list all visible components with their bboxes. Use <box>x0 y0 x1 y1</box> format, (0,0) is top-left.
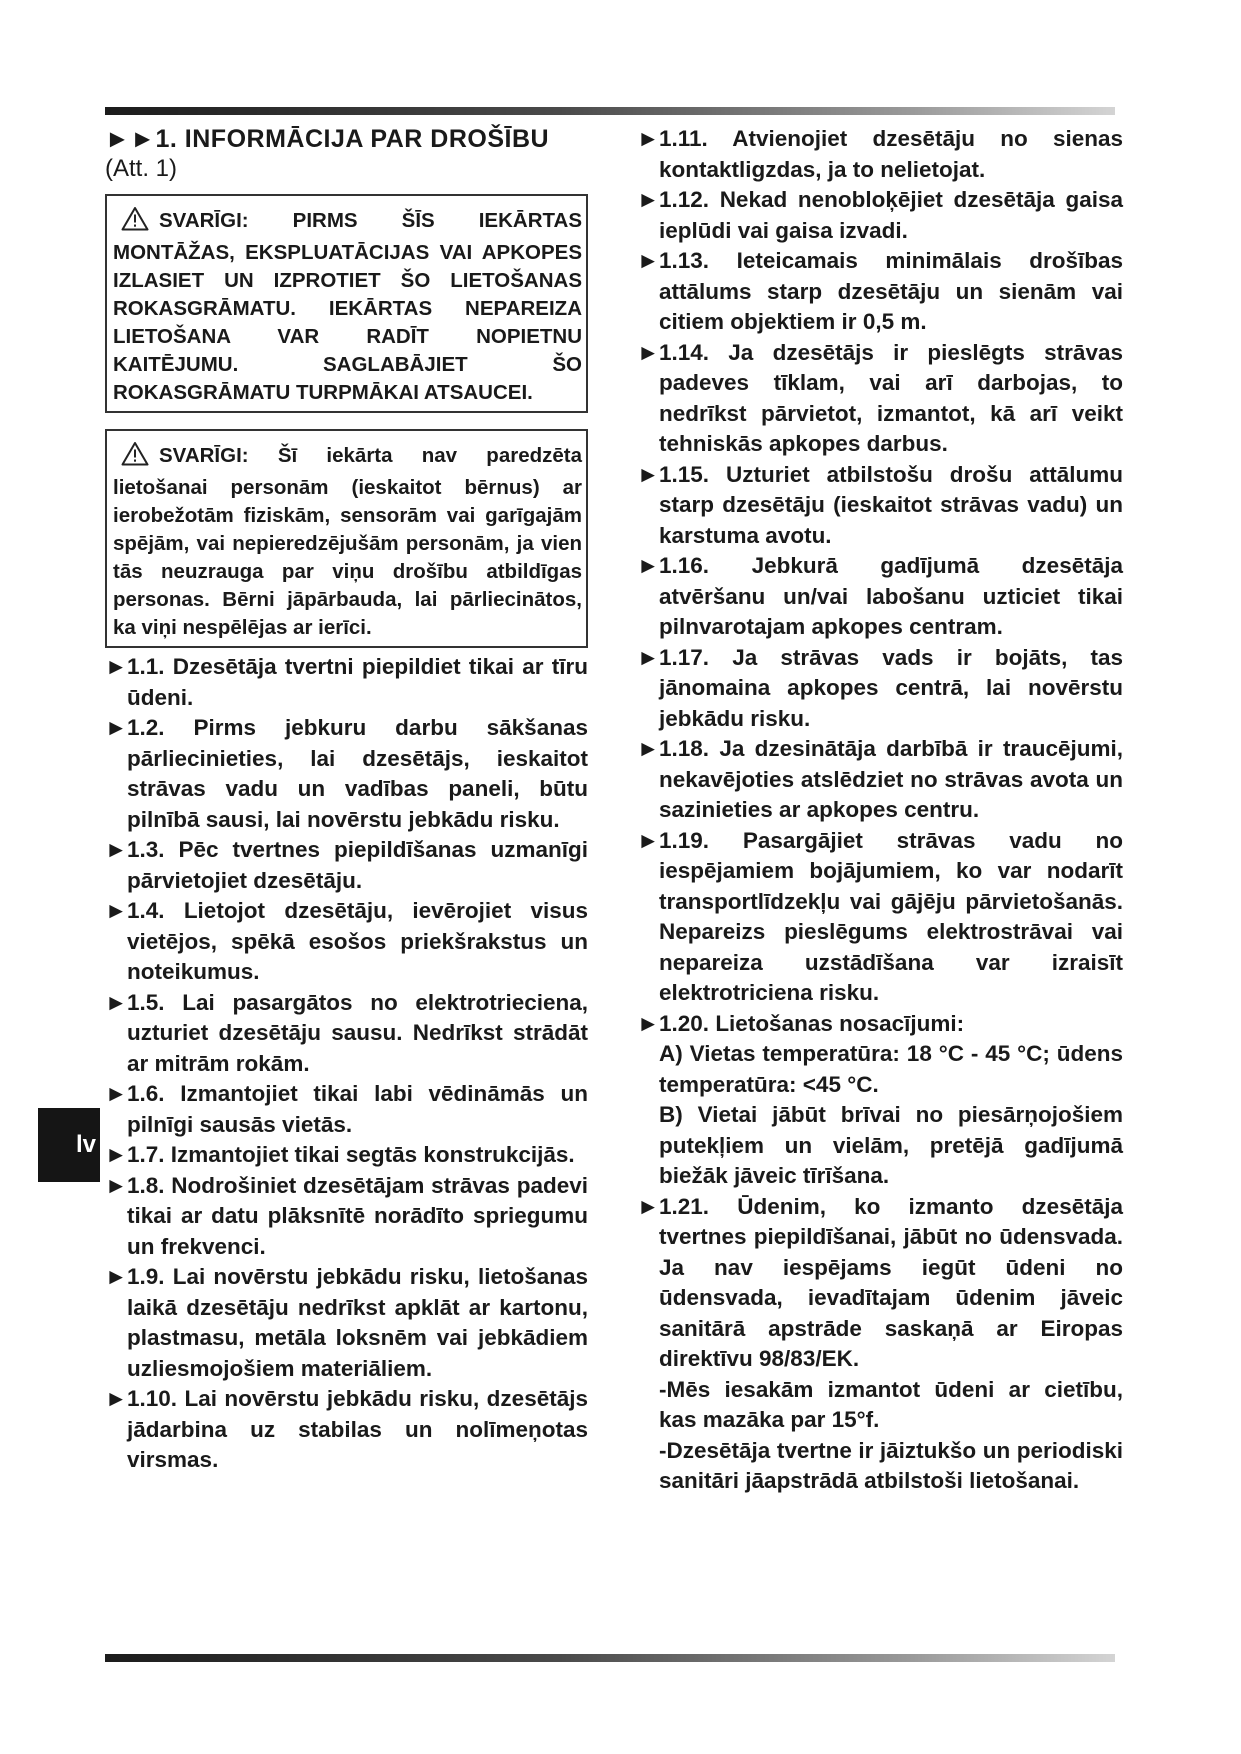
arrow-bullet-icon: ► <box>105 1142 128 1167</box>
arrow-bullet-icon: ► <box>105 1172 128 1198</box>
item-number: 1.2. <box>127 715 165 740</box>
arrow-bullet-icon: ► <box>105 1081 128 1106</box>
item-text: Lietojot dzesētāju, ievērojiet visus vietējos, spēkā esošos priekšrakstus un noteikumus. <box>127 898 588 984</box>
arrow-bullet-icon: ► <box>637 553 660 578</box>
list-item <box>105 1384 588 1476</box>
section-heading <box>105 124 588 154</box>
item-text: Lai novērstu jebkādu risku, dzesētājs jādarbina uz stabilas un nolīmeņotas virsmas. <box>127 1386 588 1472</box>
arrow-bullet-icon: ► <box>105 837 128 862</box>
condition-b: B) Vietai jābūt brīvai no piesārņojošiem putekļiem un vielām, pretējā gadījumā biežāk jāveic tīrīšana. <box>659 1102 1123 1188</box>
item-text: Pirms jebkuru darbu sākšanas pārliecinieties, lai dzesētājs, ieskaitot strāvas vadu un vadības paneli, būtu pilnībā sausi, lai novērstu jebkādu risku. <box>127 715 588 832</box>
item-number: 1.11. <box>659 126 708 151</box>
list-item <box>105 1140 588 1171</box>
item-text: Nekad nenobloķējiet dzesētāja gaisa ieplūdi vai gaisa izvadi. <box>659 187 1123 243</box>
list-item <box>105 1262 588 1384</box>
item-number: 1.8. <box>127 1172 165 1198</box>
item-text: Pasargājiet strāvas vadu no iespējamiem bojājumiem, ko var nodarīt transportlīdzekļu vai gājēju pārvietošanās. Nepareizs pieslēgums elektrostrāvai vai nepareiza uzstādīšana var izraisīt elektrotriciena risku. <box>659 827 1123 1005</box>
list-item <box>637 734 1123 826</box>
figure-reference: (Att. 1) <box>105 155 178 182</box>
item-text: Pēc tvertnes piepildīšanas uzmanīgi pārvietojiet dzesētāju. <box>127 837 588 893</box>
arrow-bullet-icon: ► <box>105 1386 128 1411</box>
right-column <box>637 124 1123 1497</box>
list-item <box>637 826 1123 1009</box>
arrow-bullet-icon: ► <box>637 1193 660 1219</box>
item-number: 1.16. <box>659 553 710 578</box>
item-number: 1.15. <box>659 461 710 487</box>
list-item <box>105 896 588 988</box>
list-item <box>105 1171 588 1263</box>
list-item <box>637 246 1123 338</box>
list-item <box>637 185 1123 246</box>
item-number: 1.21. <box>659 1193 710 1219</box>
list-item <box>637 124 1123 185</box>
arrow-bullet-icon: ► <box>637 126 660 151</box>
item-number: 1.5. <box>127 989 165 1015</box>
arrow-bullet-icon: ► <box>637 827 660 853</box>
arrow-bullet-icon: ► <box>637 248 660 273</box>
item-number: 1.12. <box>659 187 710 212</box>
list-item <box>637 338 1123 460</box>
item-number: 1.17. <box>659 644 710 670</box>
arrow-bullet-icon: ► <box>105 715 128 740</box>
list-item <box>637 1009 1123 1192</box>
arrow-bullet-icon: ► <box>637 339 660 365</box>
item-text: Ja dzesētājs ir pieslēgts strāvas padeves tīklam, vai arī darbojas, to nedrīkst pārvietot, izmantot, kā arī veikt tehniskās apkopes darbus. <box>659 339 1123 456</box>
item-text: Jebkurā gadījumā dzesētāja atvēršanu un/vai labošanu uzticiet tikai pilnvarotajam apkopes centram. <box>659 553 1123 639</box>
list-item <box>105 988 588 1080</box>
arrow-bullet-icon: ► <box>637 736 660 761</box>
item-text: Izmantojiet tikai labi vēdināmās un pilnīgi sausās vietās. <box>127 1081 588 1137</box>
item-text: Lai pasargātos no elektrotrieciena, uzturiet dzesētāju sausu. Nedrīkst strādāt ar mitrām rokām. <box>127 989 588 1076</box>
item-text: Uzturiet atbilstošu drošu attālumu starp dzesētāju (ieskaitot strāvas vadu) un karstuma avotu. <box>659 461 1123 548</box>
arrow-bullet-icon: ► <box>105 654 128 679</box>
item-text: Ieteicamais minimālais drošības attālums starp dzesētāju un sienām vai citiem objektiem ir 0,5 m. <box>659 248 1123 334</box>
arrow-bullet-icon: ► <box>105 1264 128 1289</box>
list-item <box>637 1192 1123 1497</box>
arrow-bullet-icon: ► <box>637 461 660 487</box>
list-item <box>105 713 588 835</box>
heading-text: 1. INFORMĀCIJA PAR DROŠĪBU <box>155 125 550 153</box>
bottom-rule <box>105 1654 1115 1662</box>
left-column <box>105 124 588 1476</box>
arrow-bullet-icon: ► <box>105 898 128 923</box>
warning-label: SVARĪGI: <box>159 444 249 467</box>
item-number: 1.18. <box>659 736 710 761</box>
warning-text: Šī iekārta nav paredzēta lietošanai personām (ieskaitot bērnus) ar ierobežotām fiziskām, sensorām vai garīgajām spējām, vai nepieredzējušām personām, ja vien tās neuzrauga par viņu drošību atbildīgas personas. Bērni jāpārbauda, lai pārliecinātos, ka viņi nespēlējas ar ierīci. <box>113 444 583 639</box>
list-item <box>637 643 1123 735</box>
item-number: 1.9. <box>127 1264 165 1289</box>
item-number: 1.3. <box>127 837 165 862</box>
condition-a: A) Vietas temperatūra: 18 °C - 45 °C; ūdens temperatūra: <45 °C. <box>659 1041 1123 1097</box>
water-hardness-note: -Mēs iesakām izmantot ūdeni ar cietību, kas mazāka par 15°f. <box>659 1376 1123 1432</box>
item-number: 1.13. <box>659 248 710 273</box>
item-number: 1.7. <box>127 1142 165 1167</box>
arrow-bullet-icon: ► <box>105 989 128 1015</box>
language-tab: lv <box>38 1108 100 1182</box>
item-text: Ja dzesinātāja darbībā ir traucējumi, nekavējoties atslēdziet no strāvas avota un sazinieties ar apkopes centru. <box>659 736 1123 822</box>
item-number: 1.6. <box>127 1081 165 1106</box>
list-item <box>105 835 588 896</box>
item-number: 1.19. <box>659 827 710 853</box>
item-text: Nodrošiniet dzesētājam strāvas padevi tikai ar datu plāksnītē norādīto spriegumu un frekvenci. <box>127 1172 588 1259</box>
list-item <box>105 652 588 713</box>
warning-box-2 <box>105 429 588 648</box>
top-rule <box>105 107 1115 115</box>
item-number: 1.4. <box>127 898 165 923</box>
warning-label: SVARĪGI: <box>159 209 249 232</box>
item-text: Ja strāvas vads ir bojāts, tas jānomaina apkopes centrā, lai novērstu jebkādu risku. <box>659 644 1123 731</box>
list-item <box>105 1079 588 1140</box>
list-item <box>637 460 1123 552</box>
item-number: 1.14. <box>659 339 710 365</box>
heading-arrows: ►► <box>105 125 156 153</box>
item-number: 1.10. <box>127 1386 178 1411</box>
item-number: 1.20. <box>659 1010 710 1036</box>
arrow-bullet-icon: ► <box>637 644 660 670</box>
item-text: Dzesētāja tvertni piepildiet tikai ar tīru ūdeni. <box>127 654 588 710</box>
item-text: Izmantojiet tikai segtās konstrukcijās. <box>170 1142 575 1167</box>
warning-text: PIRMS ŠĪS IEKĀRTAS MONTĀŽAS, EKSPLUATĀCIJAS VAI APKOPES IZLASIET UN IZPROTIET ŠO LIETOŠANAS ROKASGRĀMATU. IEKĀRTAS NEPAREIZA LIETOŠANA VAR RADĪT NOPIETNU KAITĒJUMU. SAGLABĀJIET ŠO ROKASGRĀMATU TURPMĀKAI ATSAUCEI. <box>113 209 582 404</box>
warning-box-1 <box>105 194 588 413</box>
list-item <box>637 551 1123 643</box>
arrow-bullet-icon: ► <box>637 1010 660 1036</box>
tank-sanitation-note: -Dzesētāja tvertne ir jāiztukšo un periodiski sanitāri jāapstrādā atbilstoši lietošanai. <box>659 1437 1123 1493</box>
warning-triangle-icon <box>121 206 149 239</box>
item-text: Ūdenim, ko izmanto dzesētāja tvertnes piepildīšanai, jābūt no ūdensvada. Ja nav iespējams iegūt ūdeni no ūdensvada, ievadītajam ūdenim jāveic sanitārā apstrāde saskaņā ar Eiropas direktīvu 98/83/EK. <box>659 1193 1123 1371</box>
item-text: Lietošanas nosacījumi: <box>715 1010 965 1036</box>
warning-triangle-icon <box>121 441 149 474</box>
item-text: Lai novērstu jebkādu risku, lietošanas laikā dzesētāju nedrīkst apklāt ar kartonu, plastmasu, metāla loksnēm vai jebkādiem uzliesmojošiem materiāliem. <box>127 1264 588 1381</box>
arrow-bullet-icon: ► <box>637 187 660 212</box>
item-text: Atvienojiet dzesētāju no sienas kontaktligzdas, ja to nelietojat. <box>659 126 1124 182</box>
item-number: 1.1. <box>127 654 165 679</box>
